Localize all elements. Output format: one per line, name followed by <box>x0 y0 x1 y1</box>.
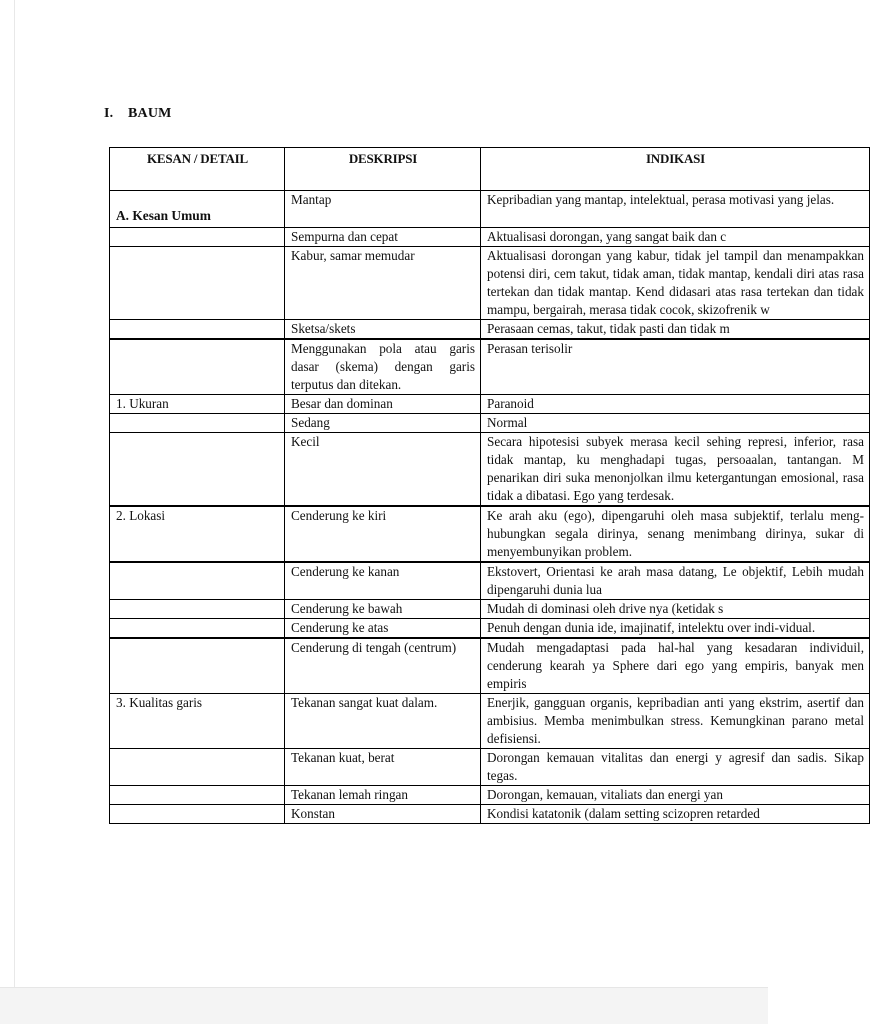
table-row <box>110 395 870 414</box>
category-cell: A. Kesan Umum <box>110 191 285 228</box>
description-cell: Menggunakan pola atau garis dasar (skema) dengan garis terputus dan ditekan. <box>285 339 481 395</box>
description-cell: Kabur, samar memudar <box>285 247 481 320</box>
description-cell: Kecil <box>285 433 481 507</box>
table-row <box>110 191 870 228</box>
table-row <box>110 506 870 562</box>
description-cell: Sketsa/skets <box>285 320 481 340</box>
category-cell <box>110 638 285 694</box>
table-row <box>110 339 870 395</box>
description-cell: Cenderung ke atas <box>285 619 481 639</box>
category-cell: 1. Ukuran <box>110 395 285 414</box>
table-row <box>110 562 870 600</box>
indication-cell: Perasaan cemas, takut, tidak pasti dan tidak m <box>481 320 870 340</box>
indication-cell: Paranoid <box>481 395 870 414</box>
viewer-bottom-area <box>0 987 768 1024</box>
table-row <box>110 414 870 433</box>
indication-cell: Kepribadian yang mantap, intelektual, perasa motivasi yang jelas. <box>481 191 870 228</box>
category-cell <box>110 600 285 619</box>
description-cell: Tekanan lemah ringan <box>285 786 481 805</box>
category-cell <box>110 749 285 786</box>
table-header-row <box>110 148 870 191</box>
table-row <box>110 247 870 320</box>
table-row <box>110 805 870 824</box>
category-cell <box>110 228 285 247</box>
indication-cell: Normal <box>481 414 870 433</box>
indication-cell: Penuh dengan dunia ide, imajinatif, intelektu over indi-vidual. <box>481 619 870 639</box>
category-cell <box>110 414 285 433</box>
description-cell: Besar dan dominan <box>285 395 481 414</box>
header-kesan-detail: KESAN / DETAIL <box>110 148 285 191</box>
category-cell <box>110 320 285 340</box>
section-title: BAUM <box>128 106 172 121</box>
table-row <box>110 694 870 749</box>
description-cell: Cenderung ke kiri <box>285 506 481 562</box>
table-row <box>110 638 870 694</box>
description-cell: Cenderung di tengah (centrum) <box>285 638 481 694</box>
description-cell: Sedang <box>285 414 481 433</box>
category-cell: 3. Kualitas garis <box>110 694 285 749</box>
category-cell <box>110 339 285 395</box>
section-heading <box>104 106 172 122</box>
document-table <box>109 147 864 977</box>
description-cell: Konstan <box>285 805 481 824</box>
table-row <box>110 320 870 340</box>
description-cell: Cenderung ke kanan <box>285 562 481 600</box>
header-deskripsi: DESKRIPSI <box>285 148 481 191</box>
table-row <box>110 228 870 247</box>
description-cell: Tekanan sangat kuat dalam. <box>285 694 481 749</box>
indication-cell: Perasan terisolir <box>481 339 870 395</box>
header-indikasi: INDIKASI <box>481 148 870 191</box>
category-cell <box>110 562 285 600</box>
table-row <box>110 619 870 639</box>
indication-cell: Mudah di dominasi oleh drive nya (ketidak s <box>481 600 870 619</box>
indication-cell: Enerjik, gangguan organis, kepribadian anti yang ekstrim, asertif dan ambisius. Memba menimbulkan stress. Kemungkinan parano metal defisiensi. <box>481 694 870 749</box>
indication-cell: Secara hipotesisi subyek merasa kecil sehing represi, inferior, rasa tidak mantap, ku menghadapi tugas, persoaalan, tantangan. M penarikan diri suka menonjolkan ilmu ketergantungan emosional, rasa tidak a dibatasi. Ego yang terdesak. <box>481 433 870 507</box>
indication-cell: Aktualisasi dorongan, yang sangat baik dan c <box>481 228 870 247</box>
description-cell: Tekanan kuat, berat <box>285 749 481 786</box>
indication-cell: Kondisi katatonik (dalam setting scizopren retarded <box>481 805 870 824</box>
category-cell <box>110 247 285 320</box>
category-cell <box>110 619 285 639</box>
indication-cell: Aktualisasi dorongan yang kabur, tidak jel tampil dan menampakkan potensi diri, cem takut, tidak aman, tidak mantap, kendali diri atas rasa tertekan dan tidak mantap. Kend didasari atas rasa tertekan dan tidak mampu, bergairah, merasa tidak cocok, skizofrenik w <box>481 247 870 320</box>
category-cell: 2. Lokasi <box>110 506 285 562</box>
category-cell <box>110 786 285 805</box>
page-edge <box>14 0 15 988</box>
table-row <box>110 600 870 619</box>
description-cell: Cenderung ke bawah <box>285 600 481 619</box>
section-number: I. <box>104 106 114 121</box>
table-row <box>110 786 870 805</box>
category-cell <box>110 805 285 824</box>
indication-cell: Dorongan, kemauan, vitaliats dan energi yan <box>481 786 870 805</box>
description-cell: Sempurna dan cepat <box>285 228 481 247</box>
indication-cell: Ekstovert, Orientasi ke arah masa datang, Le objektif, Lebih mudah dipengaruhi dunia lua <box>481 562 870 600</box>
description-cell: Mantap <box>285 191 481 228</box>
table-row <box>110 749 870 786</box>
table-row <box>110 433 870 507</box>
category-cell <box>110 433 285 507</box>
indication-cell: Ke arah aku (ego), dipengaruhi oleh masa subjektif, terlalu meng-hubungkan segala dirinya, senang menimbang dirinya, sukar di menyembunyikan problem. <box>481 506 870 562</box>
indication-cell: Dorongan kemauan vitalitas dan energi y agresif dan sadis. Sikap tegas. <box>481 749 870 786</box>
indication-cell: Mudah mengadaptasi pada hal-hal yang kesadaran individuil, cenderung kearah ya Sphere dari ego yang empiris, banyak men empiris <box>481 638 870 694</box>
